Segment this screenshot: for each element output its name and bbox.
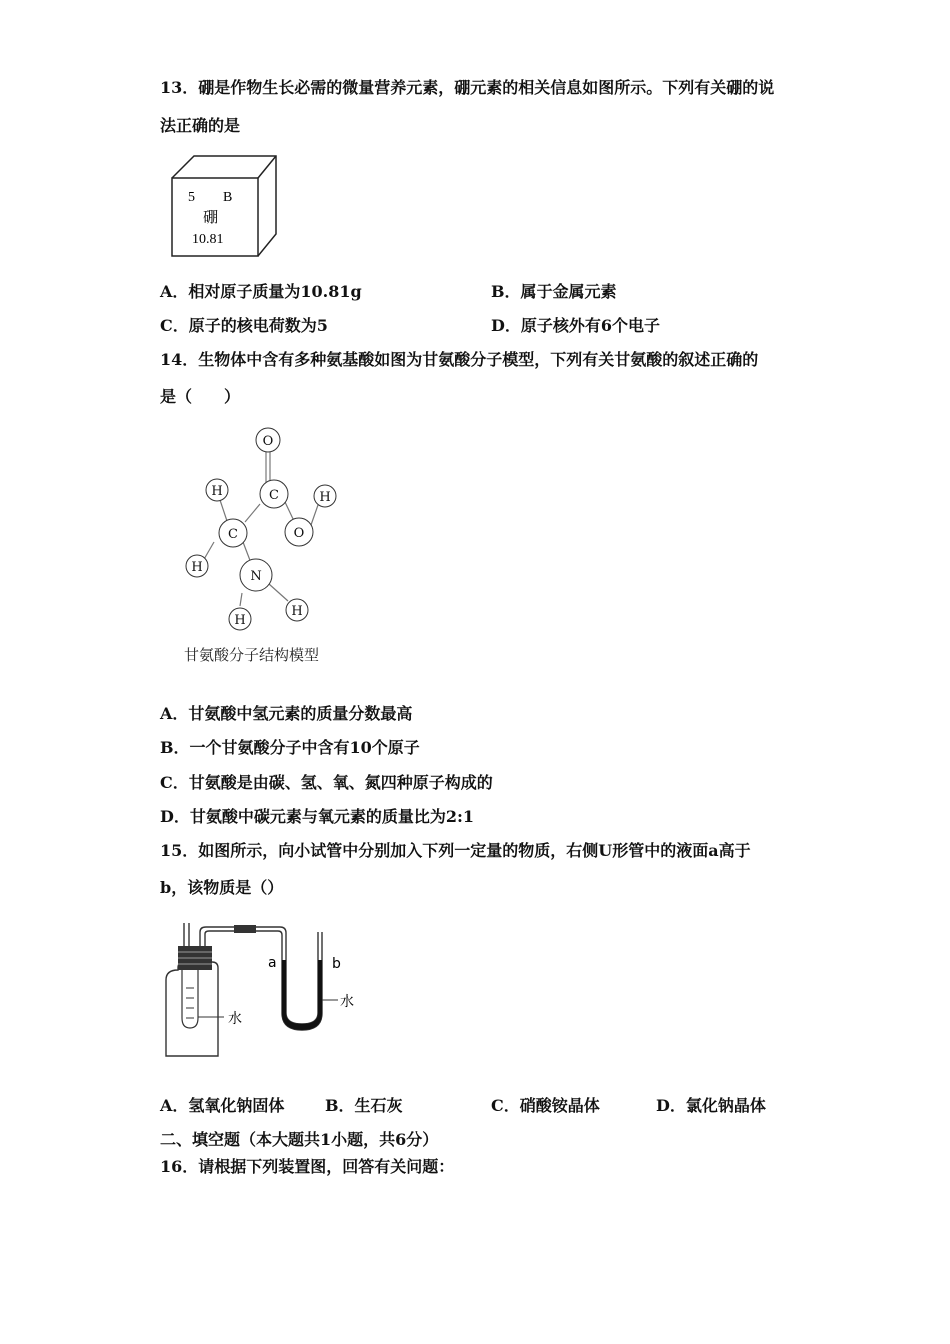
element-symbol: B (223, 190, 233, 205)
atom-o1: O (262, 434, 274, 449)
atom-h4: H (234, 613, 246, 628)
q13-option-a[interactable]: A．相对原子质量为10.81g (160, 282, 362, 301)
atom-h2: H (191, 560, 203, 575)
q15-stem-line1: 15．如图所示，向小试管中分别加入下列一定量的物质，右侧U形管中的液面a高于 (160, 841, 751, 860)
q14-option-b[interactable]: B．一个甘氨酸分子中含有10个原子 (160, 738, 420, 757)
element-name: 硼 (203, 208, 219, 226)
atom-c2: C (228, 527, 238, 542)
q15-option-c[interactable]: C．硝酸铵晶体 (491, 1096, 600, 1115)
q15-option-b[interactable]: B．生石灰 (325, 1096, 403, 1115)
glycine-molecule-model (170, 420, 360, 675)
q14-option-c[interactable]: C．甘氨酸是由碳、氢、氧、氮四种原子构成的 (160, 773, 493, 792)
section-2-heading: 二、填空题（本大题共1小题，共6分） (160, 1130, 439, 1149)
model-caption: 甘氨酸分子结构模型 (184, 646, 320, 664)
u-tube-apparatus (160, 918, 370, 1063)
atom-h5: H (291, 604, 303, 619)
q13-option-d[interactable]: D．原子核外有6个电子 (491, 316, 661, 335)
atom-o2: O (293, 526, 305, 541)
q14-option-a[interactable]: A．甘氨酸中氢元素的质量分数最高 (160, 704, 413, 723)
q15-stem-line2: b，该物质是（） (160, 878, 284, 897)
q15-option-d[interactable]: D．氯化钠晶体 (656, 1096, 766, 1115)
q14-option-d[interactable]: D．甘氨酸中碳元素与氧元素的质量比为2:1 (160, 807, 475, 826)
boron-element-card (168, 150, 280, 260)
water-label-utube: 水 (340, 994, 354, 1010)
label-b: b (332, 956, 341, 972)
q13-option-c[interactable]: C．原子的核电荷数为5 (160, 316, 328, 335)
atom-c1: C (269, 488, 279, 503)
q16-stem: 16．请根据下列装置图，回答有关问题： (160, 1157, 455, 1176)
water-label-tube: 水 (228, 1011, 242, 1027)
q13-stem-line2: 法正确的是 (160, 116, 241, 135)
element-number: 5 (188, 190, 195, 205)
element-mass: 10.81 (192, 232, 224, 247)
q13-option-b[interactable]: B．属于金属元素 (491, 282, 617, 301)
atom-n: N (250, 569, 262, 584)
label-a: a (268, 955, 277, 971)
q13-stem-line1: 13．硼是作物生长必需的微量营养元素，硼元素的相关信息如图所示。下列有关硼的说 (160, 78, 775, 97)
atom-h3: H (319, 490, 331, 505)
q15-option-a[interactable]: A．氢氧化钠固体 (160, 1096, 285, 1115)
atom-h1: H (211, 484, 223, 499)
q14-stem-line1: 14．生物体中含有多种氨基酸如图为甘氨酸分子模型，下列有关甘氨酸的叙述正确的 (160, 350, 759, 369)
q14-stem-line2: 是（ ） (160, 387, 241, 406)
